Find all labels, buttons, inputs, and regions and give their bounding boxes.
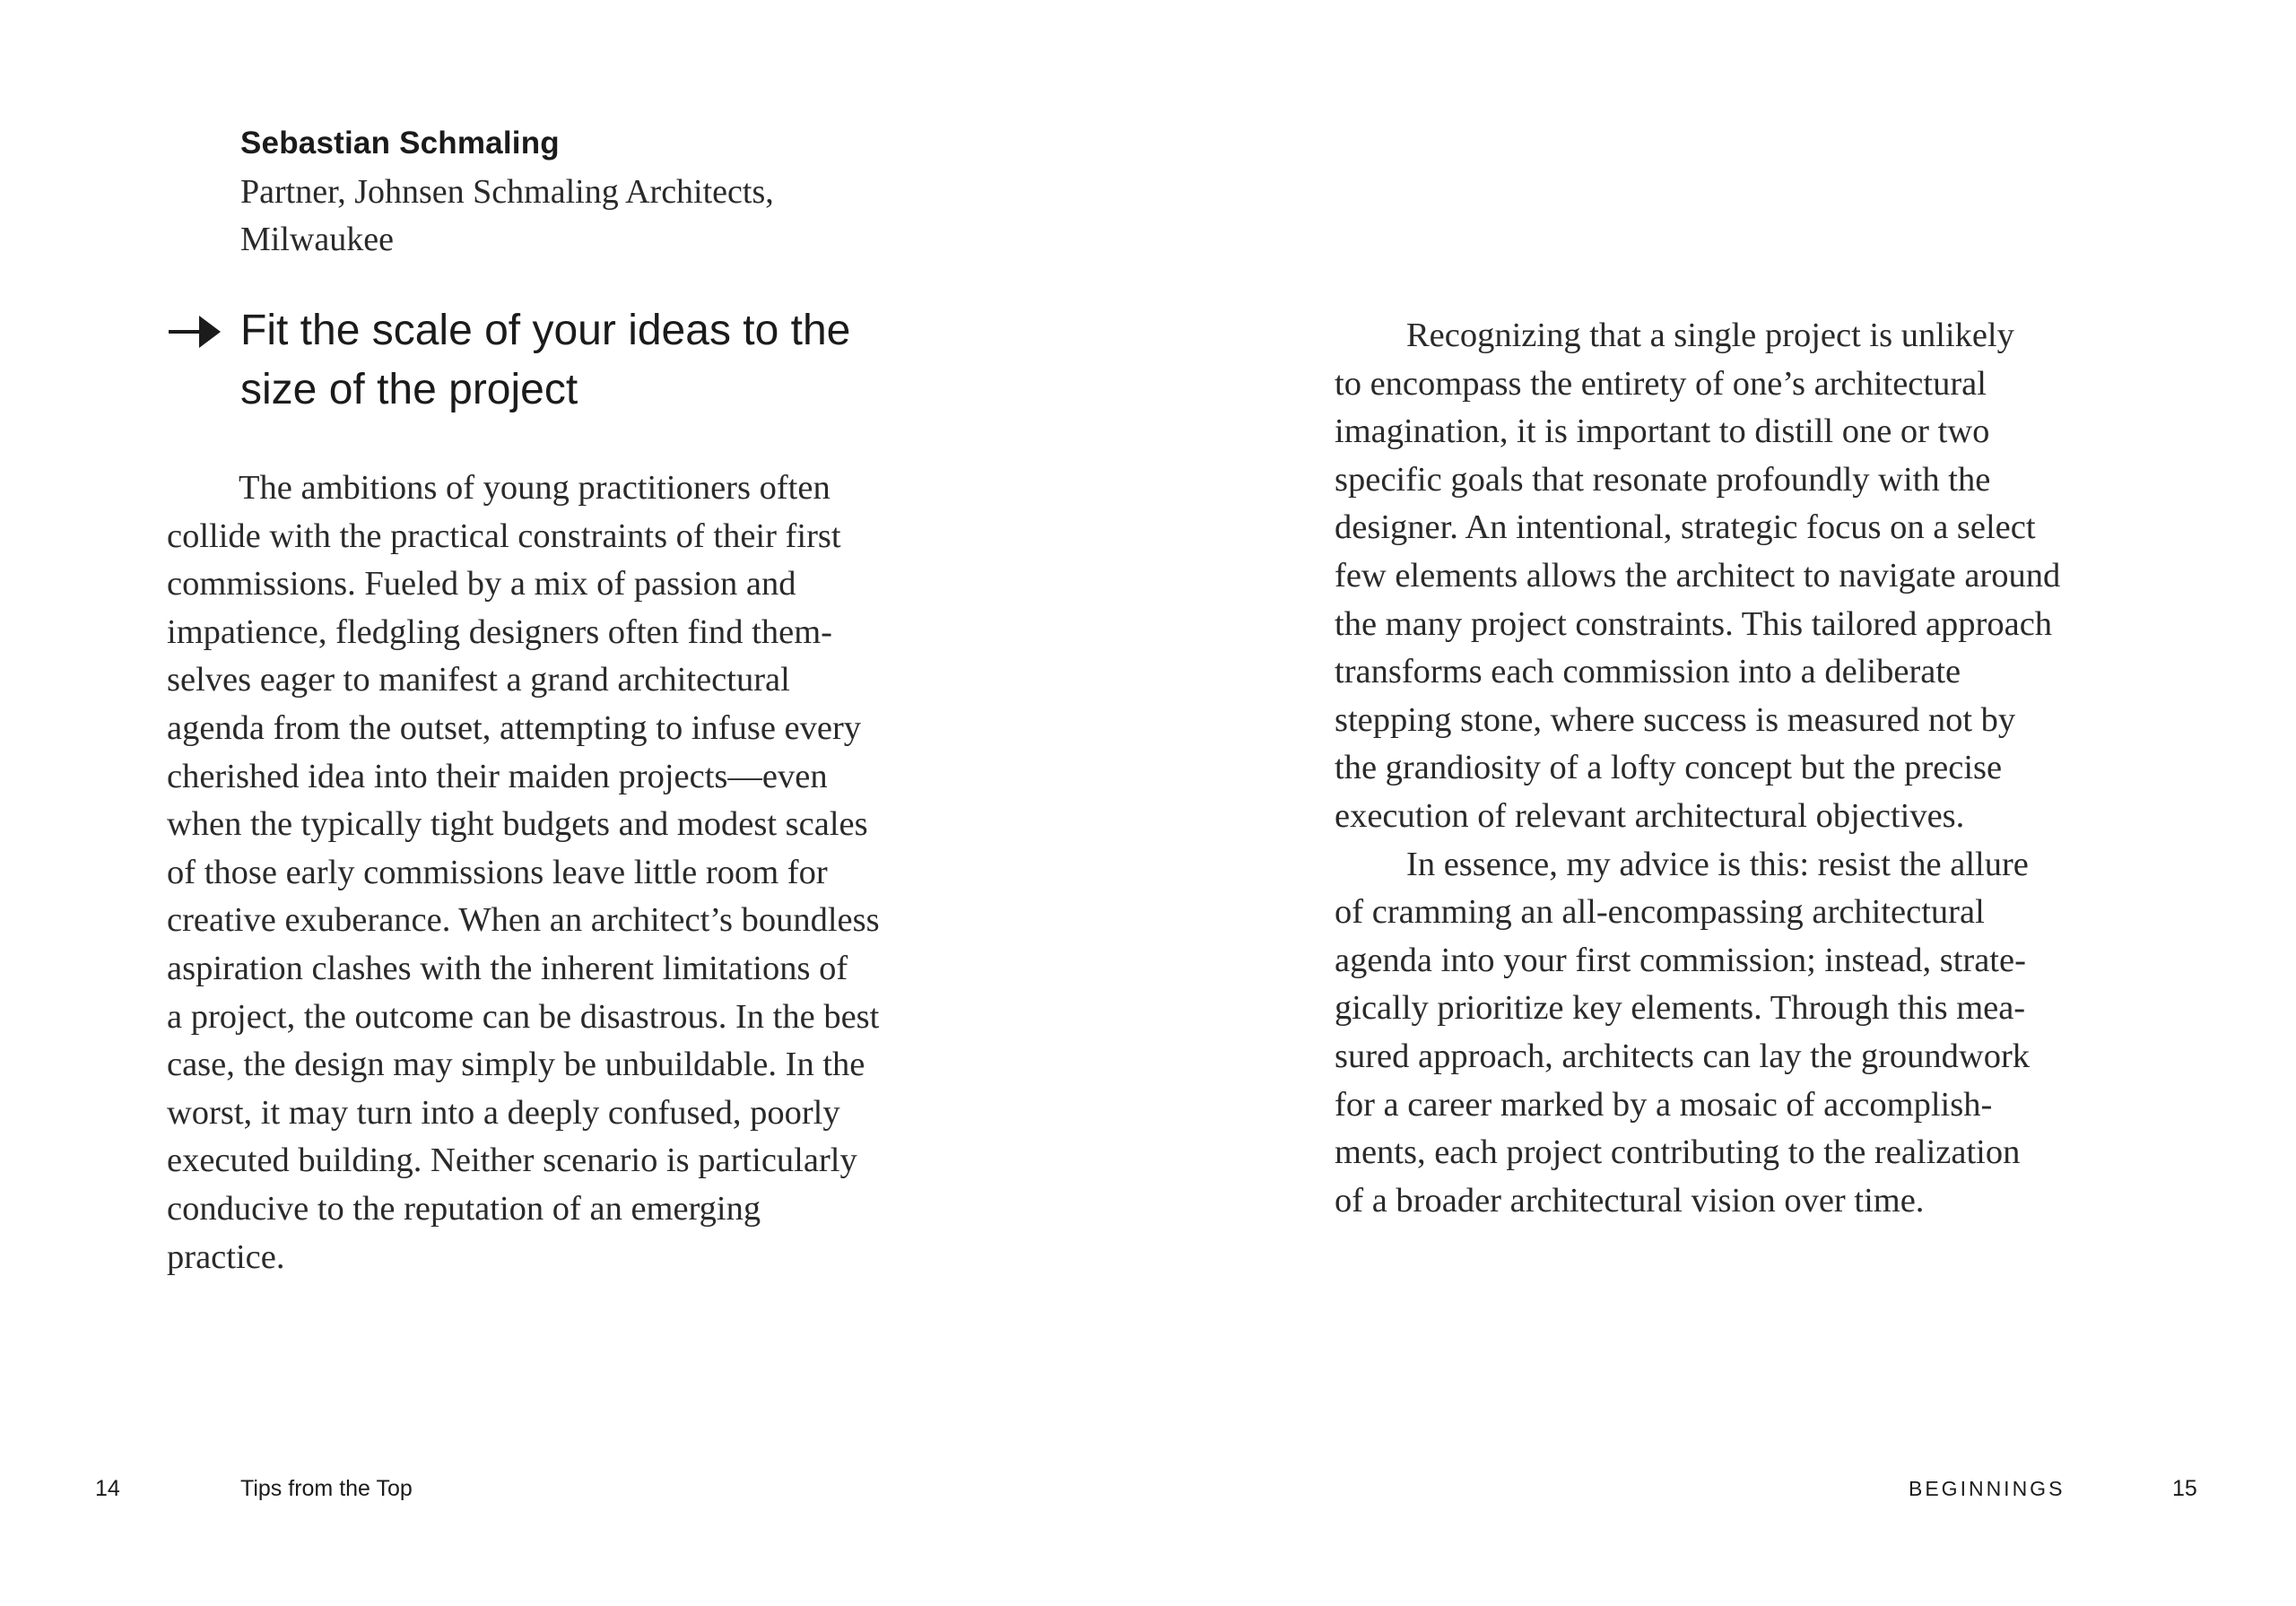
body-line: creative exuberance. When an architect’s boundless bbox=[167, 901, 880, 940]
body-line: cherished idea into their maiden projects—even bbox=[167, 757, 828, 795]
body-line: stepping stone, where success is measured not by bbox=[1335, 700, 2016, 739]
body-line: agenda from the outset, attempting to infuse every bbox=[167, 708, 862, 747]
body-line: conducive to the reputation of an emerging bbox=[167, 1189, 761, 1228]
body-line: to encompass the entirety of one’s architectural bbox=[1335, 364, 1987, 403]
running-title: Tips from the Top bbox=[240, 1476, 413, 1501]
body-line: when the typically tight budgets and modest scales bbox=[167, 805, 868, 844]
author-role-line: Milwaukee bbox=[240, 221, 394, 258]
right-page bbox=[1148, 0, 2296, 1606]
body-line: for a career marked by a mosaic of accomplish- bbox=[1335, 1085, 1993, 1124]
body-line: agenda into your first commission; instead, strate- bbox=[1335, 941, 2026, 979]
body-line: aspiration clashes with the inherent limitations of bbox=[167, 949, 848, 987]
body-line: The ambitions of young practitioners often bbox=[239, 469, 831, 507]
page-number-left: 14 bbox=[95, 1476, 120, 1501]
body-line: In essence, my advice is this: resist the allure bbox=[1406, 845, 2029, 883]
tip-heading bbox=[240, 301, 976, 420]
body-line: the many project constraints. This tailored approach bbox=[1335, 604, 2053, 643]
author-name: Sebastian Schmaling bbox=[240, 126, 560, 161]
body-line: gically prioritize key elements. Through this mea- bbox=[1335, 989, 2026, 1028]
body-line: of cramming an all-encompassing architectural bbox=[1335, 893, 1985, 932]
body-line: few elements allows the architect to navigate around bbox=[1335, 556, 2061, 595]
body-line: of a broader architectural vision over time. bbox=[1335, 1181, 1925, 1220]
body-line: specific goals that resonate profoundly with the bbox=[1335, 460, 1991, 499]
body-line: worst, it may turn into a deeply confused, poorly bbox=[167, 1093, 840, 1132]
body-text-right bbox=[1335, 312, 2142, 1225]
body-line: case, the design may simply be unbuildable. In the bbox=[167, 1046, 865, 1084]
body-line: impatience, fledgling designers often find them- bbox=[167, 612, 832, 651]
author-role-line: Partner, Johnsen Schmaling Architects, bbox=[240, 173, 774, 211]
body-line: Recognizing that a single project is unlikely bbox=[1406, 317, 2014, 354]
body-line: transforms each commission into a deliberate bbox=[1335, 653, 1961, 691]
body-line: executed building. Neither scenario is particularly bbox=[167, 1142, 857, 1180]
section-title: BEGINNINGS bbox=[1909, 1477, 2066, 1500]
body-line: ments, each project contributing to the realization bbox=[1335, 1133, 2021, 1172]
body-line: designer. An intentional, strategic focus on a select bbox=[1335, 508, 2036, 547]
body-line: selves eager to manifest a grand architectural bbox=[167, 661, 790, 699]
author-role bbox=[240, 169, 868, 264]
body-line: of those early commissions leave little room for bbox=[167, 853, 828, 891]
page-number-right: 15 bbox=[2172, 1476, 2197, 1501]
body-line: execution of relevant architectural objectives. bbox=[1335, 796, 1965, 835]
body-line: imagination, it is important to distill one or two bbox=[1335, 412, 1990, 451]
body-line: practice. bbox=[167, 1237, 285, 1276]
body-line: the grandiosity of a lofty concept but the precise bbox=[1335, 749, 2003, 787]
body-line: collide with the practical constraints of their first bbox=[167, 517, 841, 555]
body-line: sured approach, architects can lay the groundwork bbox=[1335, 1037, 2031, 1075]
body-line: commissions. Fueled by a mix of passion and bbox=[167, 565, 796, 603]
body-text-left bbox=[167, 464, 974, 1281]
tip-heading-line: size of the project bbox=[240, 366, 578, 413]
tip-heading-line: Fit the scale of your ideas to the bbox=[240, 307, 851, 354]
right-arrow-icon bbox=[167, 308, 222, 355]
body-line: a project, the outcome can be disastrous. In the best bbox=[167, 997, 880, 1036]
